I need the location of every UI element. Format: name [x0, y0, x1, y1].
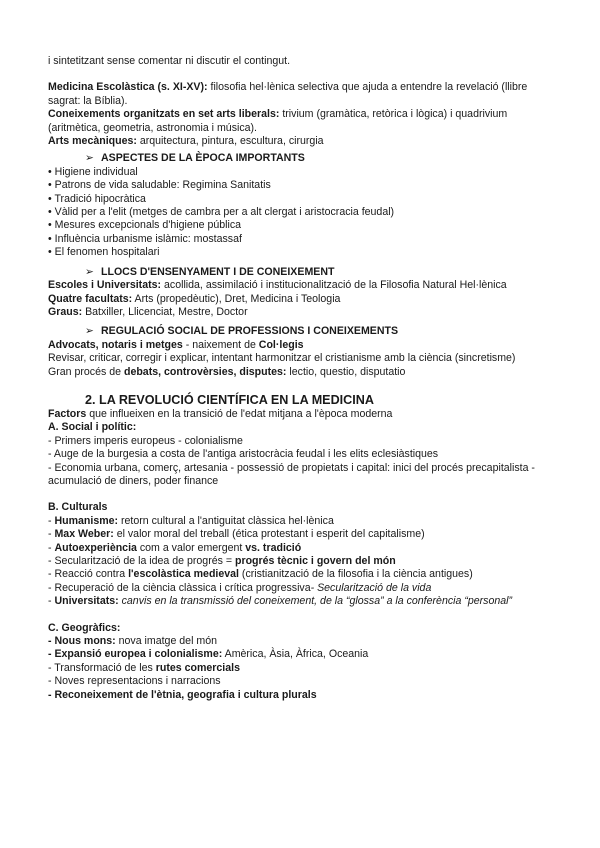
- list-item: - Reacció contra l'escolàstica medieval (cristianització de la filosofia i la ciència antigues): [48, 568, 473, 581]
- list-item: - Secularització de la idea de progrés = progrés tècnic i govern del món: [48, 555, 396, 567]
- arrow-bullet-icon: ➢: [85, 325, 94, 338]
- list-item: - Transformació de les rutes comercials: [48, 661, 240, 674]
- arrow-bullet-icon: ➢: [85, 265, 94, 278]
- document-content: [48, 55, 556, 702]
- list-item: • Vàlid per a l'elit (metges de cambra per a alt clergat i aristocracia feudal): [48, 206, 395, 219]
- regulacio-line-3: Gran procés de debats, controvèrsies, disputes: lectio, questio, disputatio: [48, 365, 406, 378]
- heading-regulacio: ➢ REGULACIÓ SOCIAL DE PROFESSIONS I CONEIXEMENTS: [85, 325, 399, 338]
- list-item: - Auge de la burgesia a costa de l'antiga aristocràcia feudal i les elits eclesiàstiques: [48, 448, 439, 461]
- regulacio-line-2: Revisar, criticar, corregir i explicar, intentant harmonitzar el cristianisme amb la ciència (sincretisme): [48, 352, 516, 365]
- list-item: • Patrons de vida saludable: Regimina Sanitatis: [48, 179, 271, 192]
- definition-arts-liberals: Coneixements organitzats en set arts liberals: trivium (gramàtica, retòrica i lògica) i quadrivium (aritmètica, geometria, astronomia i música).: [48, 108, 508, 134]
- list-item: - Autoexperiència com a valor emergent vs. tradició: [48, 541, 302, 554]
- list-item: - Universitats: canvis en la transmissió del coneixement, de la “glossa” a la conferència “personal”: [48, 595, 513, 608]
- llocs-row-facultats: Quatre facultats: Arts (propedèutic), Dret, Medicina i Teologia: [48, 292, 341, 305]
- section-2-title: 2. LA REVOLUCIÓ CIENTÍFICA EN LA MEDICINA: [85, 392, 374, 407]
- list-item: - Economia urbana, comerç, artesania - possessió de propietats i capital: inici del procés precapitalista - acumulació de diners, poder finance: [48, 461, 535, 487]
- aspectes-list: [48, 166, 556, 260]
- list-item: - Nous mons: nova imatge del món: [48, 635, 217, 648]
- intro-line: i sintetitzant sense comentar ni discutir el contingut.: [48, 55, 291, 67]
- list-item: - Humanisme: retorn cultural a l'antiguitat clàssica hel·lènica: [48, 514, 334, 527]
- list-item: - Noves representacions i narracions: [48, 675, 221, 688]
- heading-llocs: ➢ LLOCS D'ENSENYAMENT I DE CONEIXEMENT: [85, 265, 335, 278]
- list-item: • Tradició hipocràtica: [48, 192, 146, 205]
- list-item: - Reconeixement de l'ètnia, geografia i cultura plurals: [48, 688, 317, 701]
- list-item: - Primers imperis europeus - colonialisme: [48, 434, 243, 447]
- llocs-row-escoles: Escoles i Universitats: acollida, assimilació i institucionalització de la Filosofia Natural Hel·lènica: [48, 279, 507, 292]
- subsection-b-title: B. Culturals: [48, 501, 108, 514]
- subsection-a-title: A. Social i polític:: [48, 421, 137, 434]
- list-item: - Max Weber: el valor moral del treball (ética protestant i esperit del capitalisme): [48, 528, 425, 541]
- list-item: • Mesures excepcionals d'higiene pública: [48, 219, 242, 232]
- subsection-c-title: C. Geogràfics:: [48, 621, 121, 634]
- definition-arts-mecaniques: Arts mecàniques: arquitectura, pintura, escultura, cirurgia: [48, 135, 324, 148]
- arrow-bullet-icon: ➢: [85, 152, 94, 165]
- regulacio-line-1: Advocats, notaris i metges - naixement de Col·legis: [48, 338, 304, 351]
- list-item: - Recuperació de la ciència clàssica i crítica progressiva- Secularització de la vida: [48, 581, 432, 594]
- list-item: • Higiene individual: [48, 165, 138, 178]
- list-item: • El fenomen hospitalari: [48, 246, 160, 259]
- list-item: • Influència urbanisme islàmic: mostassaf: [48, 232, 242, 245]
- llocs-row-graus: Graus: Batxiller, Llicenciat, Mestre, Doctor: [48, 305, 248, 318]
- list-item: - Expansió europea i colonialisme: Amèrica, Àsia, Àfrica, Oceania: [48, 648, 369, 661]
- heading-aspectes: ➢ ASPECTES DE LA ÈPOCA IMPORTANTS: [85, 152, 305, 165]
- factors-line: Factors que influeixen en la transició de l'edat mitjana a l'època moderna: [48, 407, 393, 420]
- definition-medicina-escolastica: Medicina Escolàstica (s. XI-XV): filosofia hel·lènica selectiva que ajuda a entendre la revelació (llibre sagrat: la Bíblia).: [48, 81, 528, 107]
